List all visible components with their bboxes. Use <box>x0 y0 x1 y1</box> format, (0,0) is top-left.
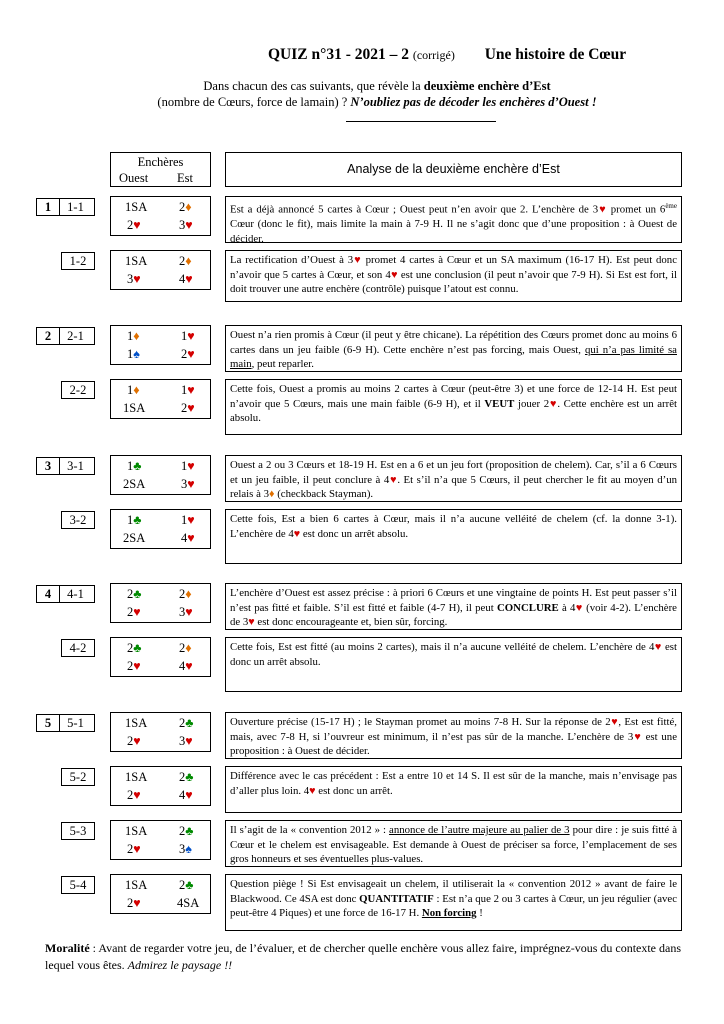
group-number: 2 <box>37 328 60 344</box>
bid-east-1: 2♦ <box>179 641 192 655</box>
header-encheres <box>110 152 211 187</box>
diamond-icon: ♦ <box>185 641 192 655</box>
bid-east-2: 3♥ <box>179 734 193 748</box>
club-icon: ♣ <box>185 878 194 892</box>
analysis-1-1: Est a déjà annoncé 5 cartes à Cœur ; Ouest peut n’en avoir que 2. L’enchère de 3♥ promet un 6ème Cœur (donc le fit), mais limite la main à 7-9 H. Il ne s’agit donc que d’une proposition : à Ouest de décider. <box>225 196 682 243</box>
heart-icon: ♥ <box>654 641 662 653</box>
bid-west-1: 2♣ <box>127 641 142 655</box>
heart-icon: ♥ <box>610 716 619 728</box>
heart-icon: ♥ <box>187 477 195 491</box>
case-id: 5-4 <box>61 876 95 894</box>
bid-east-1: 1♥ <box>181 383 195 397</box>
club-icon: ♣ <box>133 459 142 473</box>
heart-icon: ♥ <box>133 272 141 286</box>
bid-east-1: 2♦ <box>179 587 192 601</box>
case-number <box>36 198 95 216</box>
bid-west-1: 1SA <box>125 200 148 214</box>
bidding-box <box>110 455 211 495</box>
intro-bold-italic: N’oubliez pas de décoder les enchères d’Ouest ! <box>350 95 597 109</box>
intro-line-2 <box>0 95 724 110</box>
group-number: 3 <box>37 458 60 474</box>
diamond-icon: ♦ <box>185 254 192 268</box>
group-number: 5 <box>37 715 60 731</box>
heart-icon: ♥ <box>187 329 195 343</box>
case-number <box>36 327 95 345</box>
heart-icon: ♥ <box>133 896 141 910</box>
case-id: 1-1 <box>67 200 84 214</box>
diamond-icon: ♦ <box>133 383 140 397</box>
title-main: QUIZ n°31 - 2021 – 2 <box>268 46 409 63</box>
heart-icon: ♥ <box>185 788 193 802</box>
heart-icon: ♥ <box>187 347 195 361</box>
bid-west-1: 1SA <box>125 716 148 730</box>
bid-east-1: 2♦ <box>179 254 192 268</box>
heart-icon: ♥ <box>133 842 141 856</box>
title-subtitle: Une histoire de Cœur <box>484 46 627 63</box>
heart-icon: ♥ <box>390 268 398 281</box>
bid-west-1: 1SA <box>125 824 148 838</box>
heart-icon: ♥ <box>185 272 193 286</box>
heart-icon: ♥ <box>185 605 193 619</box>
case-id: 2-2 <box>61 381 95 399</box>
moral-label: Moralité <box>45 941 90 955</box>
analysis-5-1: Ouverture précise (15-17 H) ; le Stayman promet au moins 7-8 H. Sur la réponse de 2♥, Est est fitté, mais, avec 7-8 H, si l’ouvreur est minimum, il n’est pas sûr de la manche. L’enchère de 3♥ est une proposition : à Ouest de décider. <box>225 712 682 759</box>
heart-icon: ♥ <box>293 527 301 540</box>
heart-icon: ♥ <box>248 616 255 628</box>
case-number <box>36 457 95 475</box>
analysis-2-2: Cette fois, Ouest a promis au moins 2 cartes à Cœur (peut-être 3) et une force de 12-14 H. Est peut n’avoir que 5 Cœurs, mais une main faible (6-9 H), et il VEUT jouer 2♥. Cette enchère est un arrêt absolu. <box>225 379 682 435</box>
bid-west-1: 1♦ <box>127 329 140 343</box>
case-id: 4-1 <box>67 587 84 601</box>
diamond-icon: ♦ <box>185 200 192 214</box>
page-title <box>268 46 626 64</box>
bid-west-2: 1SA <box>123 401 146 415</box>
bid-east-1: 2♣ <box>179 716 194 730</box>
bidding-box <box>110 250 211 290</box>
bid-east-2: 4♥ <box>179 272 193 286</box>
bid-west-2: 2♥ <box>127 896 141 910</box>
bid-west-2: 2SA <box>123 477 146 491</box>
analysis-1-2: La rectification d’Ouest à 3♥ promet 4 cartes à Cœur et un SA maximum (16-17 H). Est peut donc n’avoir que 5 cartes à Cœur, et son 4♥ est une conclusion (il peut n’avoir que 7-9 H). Si Est est fort, il doit trouver une autre enchère (contrôle) puisque l’atout est connu. <box>225 250 682 302</box>
intro-line-1 <box>0 79 724 94</box>
heart-icon: ♥ <box>187 401 195 415</box>
club-icon: ♣ <box>185 716 194 730</box>
bidding-box <box>110 766 211 806</box>
bid-east-1: 2♣ <box>179 878 194 892</box>
bidding-box <box>110 637 211 677</box>
bid-west-1: 2♣ <box>127 587 142 601</box>
bid-east-2: 3♠ <box>179 842 192 856</box>
header-encheres-label: Enchères <box>137 155 184 169</box>
bidding-box <box>110 509 211 549</box>
bid-west-2: 2♥ <box>127 659 141 673</box>
club-icon: ♣ <box>133 641 142 655</box>
club-icon: ♣ <box>133 587 142 601</box>
case-number <box>36 714 95 732</box>
case-id: 4-2 <box>61 639 95 657</box>
case-id: 2-1 <box>67 329 84 343</box>
club-icon: ♣ <box>185 824 194 838</box>
bid-west-1: 1SA <box>125 254 148 268</box>
group-number: 4 <box>37 586 60 602</box>
intro-bold: deuxième enchère d’Est <box>423 79 551 93</box>
bidding-box <box>110 874 211 914</box>
diamond-icon: ♦ <box>268 488 275 500</box>
heart-icon: ♥ <box>187 383 195 397</box>
club-icon: ♣ <box>133 513 142 527</box>
heart-icon: ♥ <box>598 203 607 216</box>
heart-icon: ♥ <box>633 730 642 743</box>
moral-paragraph <box>45 940 685 974</box>
bid-west-1: 1♣ <box>127 513 142 527</box>
heart-icon: ♥ <box>133 788 141 802</box>
bid-west-2: 3♥ <box>127 272 141 286</box>
header-est: Est <box>177 171 193 185</box>
case-id: 3-2 <box>61 511 95 529</box>
heart-icon: ♥ <box>575 601 583 614</box>
bidding-box <box>110 712 211 752</box>
heart-icon: ♥ <box>389 473 398 486</box>
bid-east-2: 3♥ <box>179 218 193 232</box>
moral-text: : Avant de regarder votre jeu, de l’évaluer, et de chercher quelle enchère vous allez faire, imprégnez-vous du contexte dans lequel vous êtes. <box>45 941 682 972</box>
bid-east-2: 4♥ <box>179 659 193 673</box>
heart-icon: ♥ <box>185 659 193 673</box>
heart-icon: ♥ <box>549 397 558 410</box>
analysis-4-2: Cette fois, Est est fitté (au moins 2 cartes), mais il n’a aucune velléité de chelem. L’enchère de 4♥ est donc un arrêt absolu. <box>225 637 682 692</box>
case-id: 5-2 <box>61 768 95 786</box>
heart-icon: ♥ <box>187 513 195 527</box>
intro-text: Dans chacun des cas suivants, que révèle la <box>203 79 424 93</box>
bid-east-1: 2♣ <box>179 770 194 784</box>
spade-icon: ♠ <box>133 347 140 361</box>
title-corrige: (corrigé) <box>412 48 455 62</box>
bid-west-2: 2♥ <box>127 605 141 619</box>
bid-east-2: 2♥ <box>181 401 195 415</box>
heart-icon: ♥ <box>185 734 193 748</box>
bid-west-1: 1SA <box>125 770 148 784</box>
intro-text: (nombre de Cœurs, force de lamain) ? <box>157 95 351 109</box>
analysis-3-2: Cette fois, Est a bien 6 cartes à Cœur, mais il n’a aucune velléité de chelem (cf. la donne 3-1). L’enchère de 4♥ est donc un arrêt absolu. <box>225 509 682 564</box>
case-id: 3-1 <box>67 459 84 473</box>
bid-west-1: 1♦ <box>127 383 140 397</box>
moral-italic: Admirez le paysage !! <box>127 958 233 972</box>
diamond-icon: ♦ <box>133 329 140 343</box>
bid-east-1: 1♥ <box>181 459 195 473</box>
title-rule <box>346 121 496 122</box>
heart-icon: ♥ <box>187 459 195 473</box>
heart-icon: ♥ <box>133 734 141 748</box>
bid-east-1: 1♥ <box>181 513 195 527</box>
bid-west-1: 1♣ <box>127 459 142 473</box>
heart-icon: ♥ <box>133 605 141 619</box>
analysis-5-4: Question piège ! Si Est envisageait un chelem, il utiliserait la « convention 2012 » avant de faire le Blackwood. Ce 4SA est donc QUANTITATIF : Est n’a que 2 ou 3 cartes à Cœur, un jeu régulier (avec peut-être 4 Piques) et une force de 16-17 H. Non forcing ! <box>225 874 682 931</box>
bidding-box <box>110 583 211 623</box>
bid-west-2: 2♥ <box>127 842 141 856</box>
bid-west-2: 2♥ <box>127 788 141 802</box>
header-ouest: Ouest <box>119 171 149 185</box>
bid-east-2: 4♥ <box>181 531 195 545</box>
group-number: 1 <box>37 199 60 215</box>
diamond-icon: ♦ <box>185 587 192 601</box>
heart-icon: ♥ <box>133 659 141 673</box>
analysis-5-3: Il s’agit de la « convention 2012 » : annonce de l’autre majeure au palier de 3 pour dire : je suis fitté à Cœur et le chelem est envisageable. Est demande à Ouest de préciser sa force, l’emplacement de ses gros honneurs et ses éventuelles plus-values. <box>225 820 682 867</box>
club-icon: ♣ <box>185 770 194 784</box>
bid-west-2: 1♠ <box>127 347 140 361</box>
heart-icon: ♥ <box>353 254 362 266</box>
analysis-4-1: L’enchère d’Ouest est assez précise : à priori 6 Cœurs et une vingtaine de points H. Est peut passer s’il n’est pas fitté et faible. S’il est fitté et faible (4-7 H), il peut CONCLURE à 4♥ (voir 4-2). L’enchère de 3♥ est donc encourageante et, bien sûr, forcing. <box>225 583 682 630</box>
bidding-box <box>110 379 211 419</box>
bid-east-1: 1♥ <box>181 329 195 343</box>
case-id: 5-3 <box>61 822 95 840</box>
heart-icon: ♥ <box>309 784 316 797</box>
bid-east-1: 2♣ <box>179 824 194 838</box>
bid-east-2: 3♥ <box>181 477 195 491</box>
spade-icon: ♠ <box>185 842 192 856</box>
bid-east-2: 2♥ <box>181 347 195 361</box>
case-id: 5-1 <box>67 716 84 730</box>
bidding-box <box>110 820 211 860</box>
bid-east-2: 3♥ <box>179 605 193 619</box>
heart-icon: ♥ <box>185 218 193 232</box>
bid-east-2: 4SA <box>177 896 200 910</box>
case-number <box>36 585 95 603</box>
analysis-3-1: Ouest a 2 ou 3 Cœurs et 18-19 H. Est en a 6 et un jeu fort (proposition de chelem). Car, s’il a 6 Cœurs et un jeu faible, il peut conclure à 4♥. Et s’il n’a que 5 Cœurs, il peut chercher le fit au moyen d’un relais à 3♦ (checkback Stayman). <box>225 455 682 502</box>
bid-west-1: 1SA <box>125 878 148 892</box>
bidding-box <box>110 196 211 236</box>
header-analyse: Analyse de la deuxième enchère d’Est <box>225 152 682 187</box>
heart-icon: ♥ <box>187 531 195 545</box>
heart-icon: ♥ <box>133 218 141 232</box>
case-id: 1-2 <box>61 252 95 270</box>
analysis-2-1: Ouest n’a rien promis à Cœur (il peut y être chicane). La répétition des Cœurs promet donc au moins 6 cartes dans un jeu faible (6-9 H). Cette enchère n’est pas forcing, mais Ouest, qui n’a pas limité sa main, peut reparler. <box>225 325 682 372</box>
bid-west-2: 2♥ <box>127 218 141 232</box>
bidding-box <box>110 325 211 365</box>
bid-east-1: 2♦ <box>179 200 192 214</box>
bid-west-2: 2♥ <box>127 734 141 748</box>
bid-west-2: 2SA <box>123 531 146 545</box>
analysis-5-2: Différence avec le cas précédent : Est a entre 10 et 14 S. Il est sûr de la manche, mais n’envisage pas d’aller plus loin. 4♥ est donc un arrêt. <box>225 766 682 813</box>
bid-east-2: 4♥ <box>179 788 193 802</box>
